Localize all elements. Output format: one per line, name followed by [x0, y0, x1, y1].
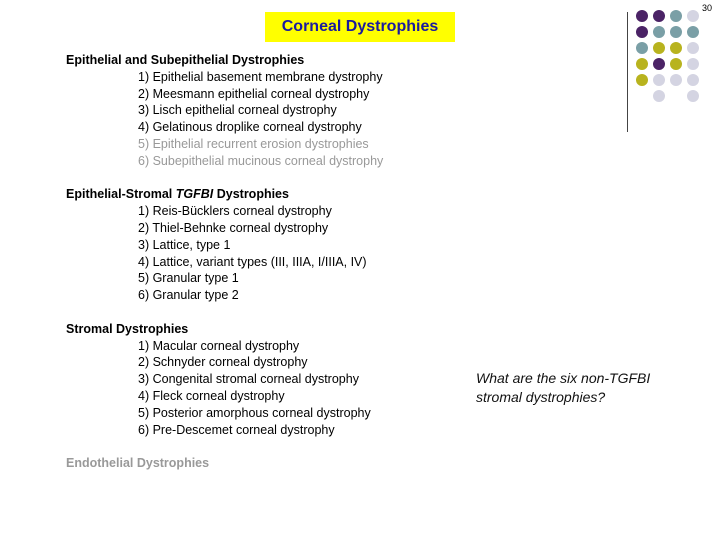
decorative-dot [670, 58, 682, 70]
list-item: 5) Epithelial recurrent erosion dystrophies [138, 136, 369, 151]
decorative-dot [687, 10, 699, 22]
list-item: 4) Fleck corneal dystrophy [138, 388, 285, 403]
decorative-dot [653, 26, 665, 38]
section-items-epithelial [66, 69, 383, 170]
decorative-dot [636, 74, 648, 86]
list-item: 6) Subepithelial mucinous corneal dystrophy [138, 153, 384, 168]
decorative-dot [653, 74, 665, 86]
decorative-dot [670, 74, 682, 86]
list-item: 4) Lattice, variant types (III, IIIA, I/IIIA, IV) [138, 254, 367, 269]
section-title-tgfbi [66, 186, 383, 203]
section-items-stromal [66, 338, 383, 439]
decorative-dot [636, 42, 648, 54]
question-line-1: What are the six non-TGFBI [476, 370, 651, 386]
decorative-dot [687, 90, 699, 102]
question-line-2: stromal dystrophies? [476, 389, 606, 405]
question-text [476, 369, 650, 407]
list-item: 2) Meesmann epithelial corneal dystrophy [138, 86, 370, 101]
decorative-dot [670, 90, 682, 102]
section-title-epithelial: Epithelial and Subepithelial Dystrophies [66, 53, 305, 67]
list-item: 5) Posterior amorphous corneal dystrophy [138, 405, 371, 420]
list-item: 2) Schnyder corneal dystrophy [138, 355, 308, 370]
section-title-tgfbi-suffix: Dystrophies [213, 187, 289, 202]
list-item: 1) Macular corneal dystrophy [138, 338, 300, 353]
list-item: 1) Reis-Bücklers corneal dystrophy [138, 204, 332, 219]
decorative-dot [636, 90, 648, 102]
decorative-dot [636, 58, 648, 70]
list-item: 6) Pre-Descemet corneal dystrophy [138, 422, 335, 437]
decorative-dot [670, 26, 682, 38]
decorative-dot [636, 10, 648, 22]
decorative-dot [670, 10, 682, 22]
section-items-tgfbi [66, 203, 383, 304]
list-item: 5) Granular type 1 [138, 271, 239, 286]
decorative-dot [670, 42, 682, 54]
slide-number: 30 [701, 3, 712, 13]
vertical-divider [627, 12, 628, 132]
list-item: 3) Lisch epithelial corneal dystrophy [138, 103, 337, 118]
decorative-dot [687, 58, 699, 70]
slide-title-text: Corneal Dystrophies [281, 18, 439, 35]
decorative-dot [687, 74, 699, 86]
list-item: 2) Thiel-Behnke corneal dystrophy [138, 220, 329, 235]
list-item: 3) Lattice, type 1 [138, 237, 231, 252]
decorative-dot [636, 26, 648, 38]
list-item: 3) Congenital stromal corneal dystrophy [138, 372, 359, 387]
decorative-dot [687, 42, 699, 54]
decorative-dot [687, 26, 699, 38]
decorative-dot [653, 58, 665, 70]
list-item: 1) Epithelial basement membrane dystrophy [138, 69, 383, 84]
decorative-dot [653, 90, 665, 102]
list-item: 4) Gelatinous droplike corneal dystrophy [138, 120, 362, 135]
section-title-tgfbi-prefix: Epithelial-Stromal [66, 187, 176, 202]
section-title-endothelial: Endothelial Dystrophies [66, 456, 210, 471]
decorative-dot [653, 42, 665, 54]
dystrophy-list [66, 52, 383, 472]
section-title-tgfbi-gene: TGFBI [175, 187, 214, 202]
slide-title [265, 12, 455, 42]
section-title-stromal: Stromal Dystrophies [66, 321, 189, 336]
decorative-dot [653, 10, 665, 22]
decorative-dot-grid [636, 10, 699, 102]
list-item: 6) Granular type 2 [138, 288, 239, 303]
